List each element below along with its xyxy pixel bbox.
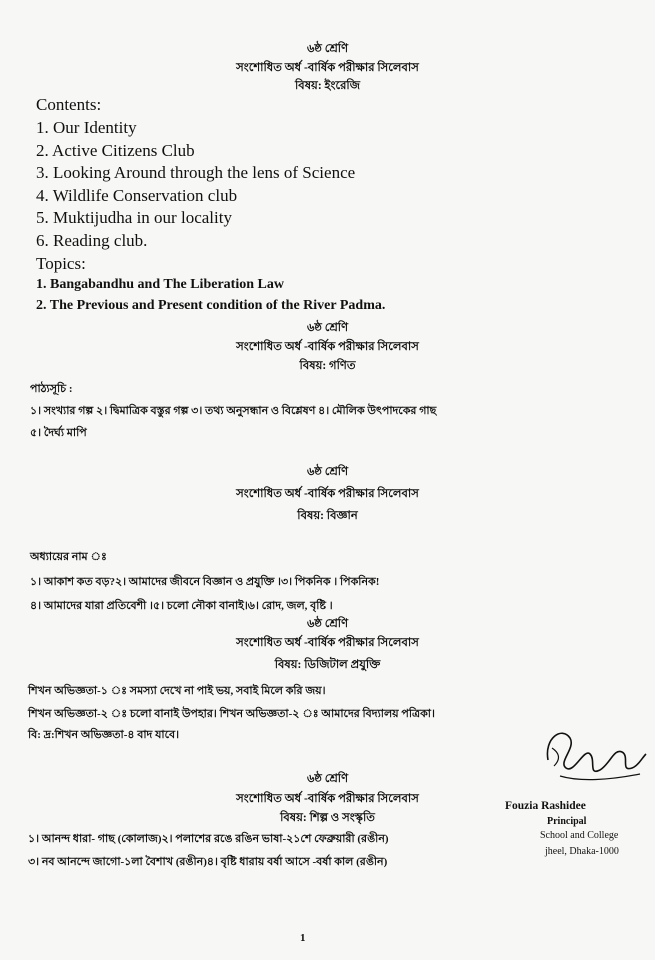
signatory-address: jheel, Dhaka-1000 — [545, 846, 619, 857]
math-title: সংশোধিত অর্ধ -বার্ষিক পরীক্ষার সিলেবাস — [236, 341, 419, 353]
topics-item: 1. Bangabandhu and The Liberation Law — [36, 277, 284, 292]
science-line: ১। আকাশ কত বড়?২। আমাদের জীবনে বিজ্ঞান ও প্রযুক্তি ।৩। পিকনিক । পিকনিক! — [30, 576, 380, 588]
signatory-role: Principal — [547, 816, 587, 827]
arts-class: ৬ষ্ঠ শ্রেণি — [306, 773, 349, 785]
digital-class: ৬ষ্ঠ শ্রেণি — [306, 618, 349, 630]
page-number: 1 — [300, 932, 306, 944]
science-heading: অধ্যায়ের নাম ঃ — [30, 551, 107, 563]
math-subject: বিষয়: গণিত — [299, 360, 356, 372]
digital-line: শিখন অভিজ্ঞতা-২ ঃ চলো বানাই উপহার। শিখন অভিজ্ঞতা-২ ঃ আমাদের বিদ্যালয় পত্রিকা। — [28, 708, 435, 720]
contents-item: 2. Active Citizens Club — [36, 141, 195, 160]
science-line: ৪। আমাদের যারা প্রতিবেশী ।৫। চলো নৌকা বানাই।৬। রোদ, জল, বৃষ্টি । — [30, 600, 333, 612]
science-class: ৬ষ্ঠ শ্রেণি — [306, 466, 349, 478]
science-subject: বিষয়: বিজ্ঞান — [297, 510, 358, 522]
contents-item: 3. Looking Around through the lens of Science — [36, 163, 356, 182]
topics-item: 2. The Previous and Present condition of the River Padma. — [36, 298, 386, 313]
arts-title: সংশোধিত অর্ধ -বার্ষিক পরীক্ষার সিলেবাস — [236, 793, 419, 805]
math-class: ৬ষ্ঠ শ্রেণি — [306, 322, 349, 334]
contents-heading: Contents: — [36, 95, 102, 114]
english-title: সংশোধিত অর্ধ -বার্ষিক পরীক্ষার সিলেবাস — [236, 62, 419, 74]
math-line: ১। সংখ্যার গল্প ২। দ্বিমাত্রিক বস্তুর গল্প ৩। তথ্য অনুসন্ধান ও বিশ্লেষণ ৪। মৌলিক উৎপাদকের গাছ — [30, 405, 437, 417]
contents-item: 6. Reading club. — [36, 231, 148, 250]
contents-item: 1. Our Identity — [36, 118, 137, 137]
math-heading: পাঠ্যসূচি : — [30, 383, 73, 395]
arts-line: ৩। নব আনন্দে জাগো-১লা বৈশাখ (রঙীন)৪। বৃষ্টি ধারায় বর্ষা আসে -বর্ষা কাল (রঙীন) — [28, 856, 388, 868]
digital-title: সংশোধিত অর্ধ -বার্ষিক পরীক্ষার সিলেবাস — [236, 637, 419, 649]
english-class: ৬ষ্ঠ শ্রেণি — [306, 43, 349, 55]
contents-item: 5. Muktijudha in our locality — [36, 208, 232, 227]
digital-subject: বিষয়: ডিজিটাল প্রযুক্তি — [274, 659, 381, 671]
signatory-name: Fouzia Rashidee — [505, 800, 586, 812]
contents-item: 4. Wildlife Conservation club — [36, 186, 238, 205]
digital-line: বি: দ্র:শিখন অভিজ্ঞতা-৪ বাদ যাবে। — [28, 729, 180, 741]
math-line: ৫। দৈর্ঘ্য মাপি — [30, 427, 87, 439]
arts-subject: বিষয়: শিল্প ও সংস্কৃতি — [280, 812, 375, 824]
english-subject: বিষয়: ইংরেজি — [295, 80, 360, 92]
science-title: সংশোধিত অর্ধ -বার্ষিক পরীক্ষার সিলেবাস — [236, 488, 419, 500]
topics-heading: Topics: — [36, 254, 86, 273]
arts-line: ১। আনন্দ ধারা- গাছ (কোলাজ)২। পলাশের রঙে রঙিন ভাষা-২১শে ফেব্রুয়ারী (রঙীন) — [28, 833, 389, 845]
signature-scribble — [540, 718, 650, 790]
digital-line: শিখন অভিজ্ঞতা-১ ঃ সমস্যা দেখে না পাই ভয়, সবাই মিলে করি জয়। — [28, 685, 326, 697]
signatory-institution: School and College — [540, 830, 619, 841]
